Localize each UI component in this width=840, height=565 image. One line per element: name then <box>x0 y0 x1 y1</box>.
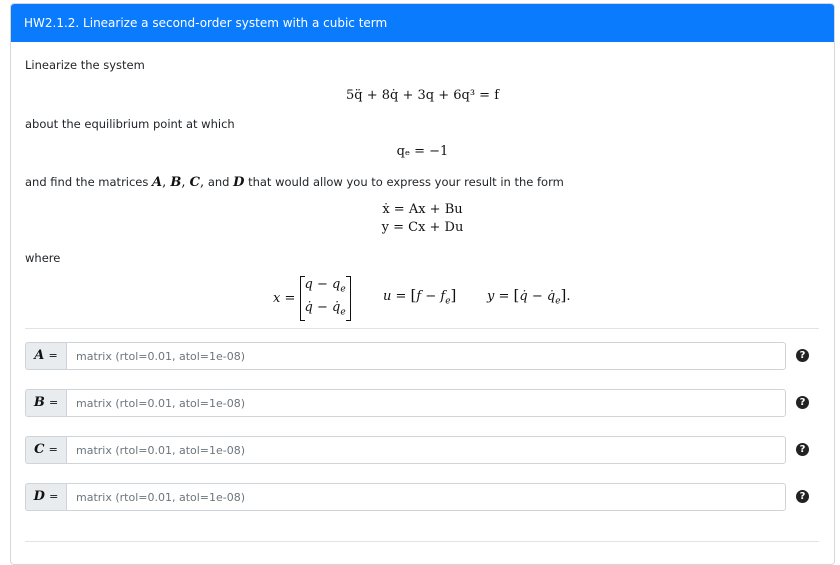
question-card <box>10 3 835 565</box>
question-title: HW2.1.2. Linearize a second-order system with a cubic term <box>11 4 834 42</box>
help-d-icon[interactable]: ? <box>796 490 809 503</box>
help-b-icon[interactable]: ? <box>796 396 809 409</box>
matrix-b-input[interactable] <box>66 389 786 417</box>
find-suffix: that would allow you to express your result in the form <box>248 175 564 189</box>
answer-row-b <box>25 389 819 417</box>
answer-row-c <box>25 436 819 464</box>
answer-row-d <box>25 483 819 511</box>
help-a-icon[interactable]: ? <box>796 349 809 362</box>
equilibrium-equation: qₑ = −1 <box>396 144 449 159</box>
answer-row-a <box>25 342 819 370</box>
intro-text: Linearize the system <box>25 58 145 72</box>
find-prefix: and find the matrices <box>25 175 149 189</box>
matrix-c-input[interactable] <box>66 436 786 464</box>
where-text: where <box>25 251 61 265</box>
state-equation: ẋ = Ax + Bu <box>382 202 463 217</box>
system-equation: 5q̈ + 8q̇ + 3q + 6q³ = f <box>345 88 500 103</box>
divider-bottom <box>25 541 819 542</box>
label-a: A = <box>25 342 66 370</box>
label-d: D = <box>25 483 66 511</box>
output-definition: y = [q̇ − $q̇_e$]. <box>487 286 571 307</box>
matrix-a-input[interactable] <box>66 342 786 370</box>
output-equation: y = Cx + Du <box>381 220 464 235</box>
label-b: B = <box>25 389 66 417</box>
about-text: about the equilibrium point at which <box>25 117 235 131</box>
input-definition: $u = [f - f_e]$ <box>383 286 457 307</box>
state-vector-matrix: $q - q_e$ q̇ − $q̇_e$ <box>300 276 351 321</box>
divider-top <box>25 328 819 329</box>
state-vector-definition: x = $q - q_e$ q̇ − $q̇_e$ <box>273 276 351 321</box>
help-c-icon[interactable]: ? <box>796 443 809 456</box>
label-c: C = <box>25 436 66 464</box>
find-matrices-text: and find the matrices A, B, C, and D that would allow you to express your result in the form <box>25 175 564 190</box>
matrix-d-input[interactable] <box>66 483 786 511</box>
